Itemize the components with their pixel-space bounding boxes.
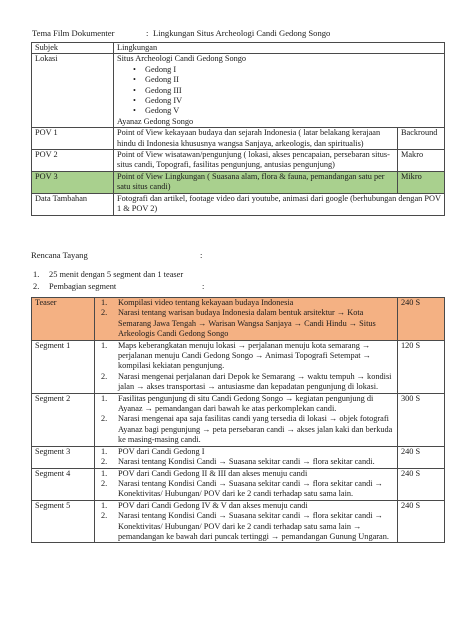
cell-label: Segment 3 [32, 446, 95, 468]
cell-content [95, 298, 398, 341]
table-row-segment-3 [32, 446, 445, 468]
cell-label: Segment 1 [32, 340, 95, 393]
table-row-segment-4 [32, 468, 445, 500]
cell-duration: 240 S [398, 298, 445, 341]
cell-label: Segment 5 [32, 500, 95, 543]
theme-label: Tema Film Dokumenter [32, 28, 115, 38]
list-item: 1. Kompilasi video tentang kekayaan budaya Indonesia [101, 298, 294, 307]
table-row-tambahan [32, 193, 445, 215]
cell-duration: 120 S [398, 340, 445, 393]
cell-duration: 240 S [398, 446, 445, 468]
cell-content [95, 446, 398, 468]
numbered-list [98, 447, 394, 468]
rencana-item-2 [33, 282, 205, 291]
cell-content [95, 340, 398, 393]
list-item: 1. POV dari Candi Gedong IV & V dan akses menuju candi [101, 500, 308, 510]
numbered-list [98, 469, 394, 500]
rencana-tayang-heading [31, 250, 203, 260]
cell-duration: 240 S [398, 468, 445, 500]
cell-label: Segment 4 [32, 468, 95, 500]
list-item: • Gedong I [145, 65, 441, 75]
segment-table [31, 297, 445, 543]
list-item: 2. Narasi mengenai perjalanan dari Depok ke Semarang → waktu tempuh → kondisi jalan → akses transportasi → antusiasme dan kepadatan pengunjung di lokasi. [101, 371, 392, 392]
cell-content [95, 468, 398, 500]
list-item: 2. Narasi tentang Kondisi Candi → Suasana sekitar candi → flora sekitar candi → Konektivitas/ Hubungan/ POV dari ke 2 candi terhadap satu sama lain. [101, 478, 383, 499]
table-row-pov1 [32, 128, 445, 150]
table-row-segment-1 [32, 340, 445, 393]
cell-text: Fotografi dan artikel, footage video dari youtube, animasi dari google (berhubungan dengan POV 1 & POV 2) [114, 193, 445, 215]
cell-lokasi-content [114, 54, 445, 128]
numbered-list [98, 298, 394, 340]
rencana-item-1 [33, 270, 183, 279]
subject-table [31, 42, 445, 216]
list-item: 1. POV dari Candi Gedong I [101, 446, 205, 456]
rencana-label: Rencana Tayang [31, 250, 88, 260]
list-item: 2. Narasi mengenai apa saja fasilitas candi yang tersedia di lokasi → objek fotografi Ayanaz bagi pengunjung → peta persebaran candi → akses jalan kaki dan berkuda ke masing-masing candi. [101, 414, 393, 445]
cell-content [95, 393, 398, 446]
cell-text: Point of View wisatawan/pengunjung ( lokasi, akses pencapaian, persebaran situs-situs candi, Topografi, fasilitas pengunjung, antusias pengunjung) [114, 150, 398, 172]
item-text: 25 menit dengan 5 segment dan 1 teaser [49, 270, 184, 279]
cell-label: Lokasi [32, 54, 114, 128]
theme-separator: : [146, 28, 149, 38]
list-item: 1. Fasilitas pengunjung di situ Candi Gedong Songo → kegiatan pengunjung di Ayanaz → pemandangan dari bawah ke atas perkomplekan candi. [101, 393, 374, 414]
lokasi-title: Situs Archeologi Candi Gedong Songo [117, 54, 247, 64]
cell-duration: 240 S [398, 500, 445, 543]
list-item: 1. Maps keberangkatan menuju lokasi → perjalanan menuju kota semarang → perjalanan menuju Candi Gedong Songo → Animasi Topografi Setempat → kompilasi kekiatan pengunjung. [101, 340, 371, 371]
gedong-list [117, 65, 441, 117]
cell-label: POV 1 [32, 128, 114, 150]
item-number: 2. [33, 282, 40, 291]
cell-content [95, 500, 398, 543]
list-item: 1. POV dari Candi Gedong II & III dan akses menuju candi [101, 468, 308, 478]
item-number: 1. [33, 270, 40, 279]
list-item: 2. Narasi tentang Kondisi Candi → Suasana sekitar candi → flora sekitar candi → Konektivitas/ Hubungan/ POV dari ke 2 candi terhadap satu sama lain → pemandangan ke bawah dari puncak tertinggi → pemandangan Gunung Ungaran. [101, 511, 389, 541]
cell-label: Data Tambahan [32, 193, 114, 215]
theme-header [32, 28, 331, 38]
table-row-lokasi [32, 54, 445, 128]
table-header-row [32, 43, 445, 54]
table-row-pov2 [32, 150, 445, 172]
header-cell-lingkungan: Lingkungan [114, 43, 445, 54]
cell-label: Segment 2 [32, 393, 95, 446]
cell-text: Point of View kekayaan budaya dan sejarah Indonesia ( latar belakang kerajaan hindu di Indonesia khususnya wangsa Sanjaya, arkeologis, dan spiritualis) [114, 128, 398, 150]
numbered-list [98, 394, 394, 446]
cell-note: Mikro [398, 171, 445, 193]
cell-text: Point of View Lingkungan ( Suasana alam, flora & fauna, pemandangan satu per satu situs candi) [114, 171, 398, 193]
theme-value: Lingkungan Situs Archeologi Candi Gedong Songo [153, 28, 331, 38]
table-row-teaser [32, 298, 445, 341]
item-text: Pembagian segment [49, 282, 117, 291]
item-separator: : [202, 282, 205, 291]
list-item: 2. Narasi tentang Kondisi Candi → Suasana sekitar candi → flora sekitar candi. [101, 457, 375, 467]
lokasi-footer: Ayanaz Gedong Songo [117, 116, 194, 126]
list-item: • Gedong II [145, 75, 441, 85]
table-row-segment-5 [32, 500, 445, 543]
header-cell-subjek: Subjek [32, 43, 114, 54]
numbered-list [98, 341, 394, 393]
cell-label: POV 3 [32, 171, 114, 193]
list-item: • Gedong IV [145, 96, 441, 106]
list-item: 2. Narasi tentang warisan budaya Indonesia dalam bentuk arsitektur → Kota Semarang Jawa Tengah → Warisan Wangsa Sanjaya → Candi Hindu → Situs Arkeologis Candi Gedong Songo [101, 308, 376, 339]
cell-label: POV 2 [32, 150, 114, 172]
list-item: • Gedong III [145, 86, 441, 96]
cell-duration: 300 S [398, 393, 445, 446]
rencana-separator: : [200, 250, 203, 260]
cell-note: Makro [398, 150, 445, 172]
cell-label: Teaser [32, 298, 95, 341]
table-row-pov3 [32, 171, 445, 193]
cell-note: Backround [398, 128, 445, 150]
table-row-segment-2 [32, 393, 445, 446]
list-item: • Gedong V [145, 106, 441, 116]
numbered-list [98, 501, 394, 543]
